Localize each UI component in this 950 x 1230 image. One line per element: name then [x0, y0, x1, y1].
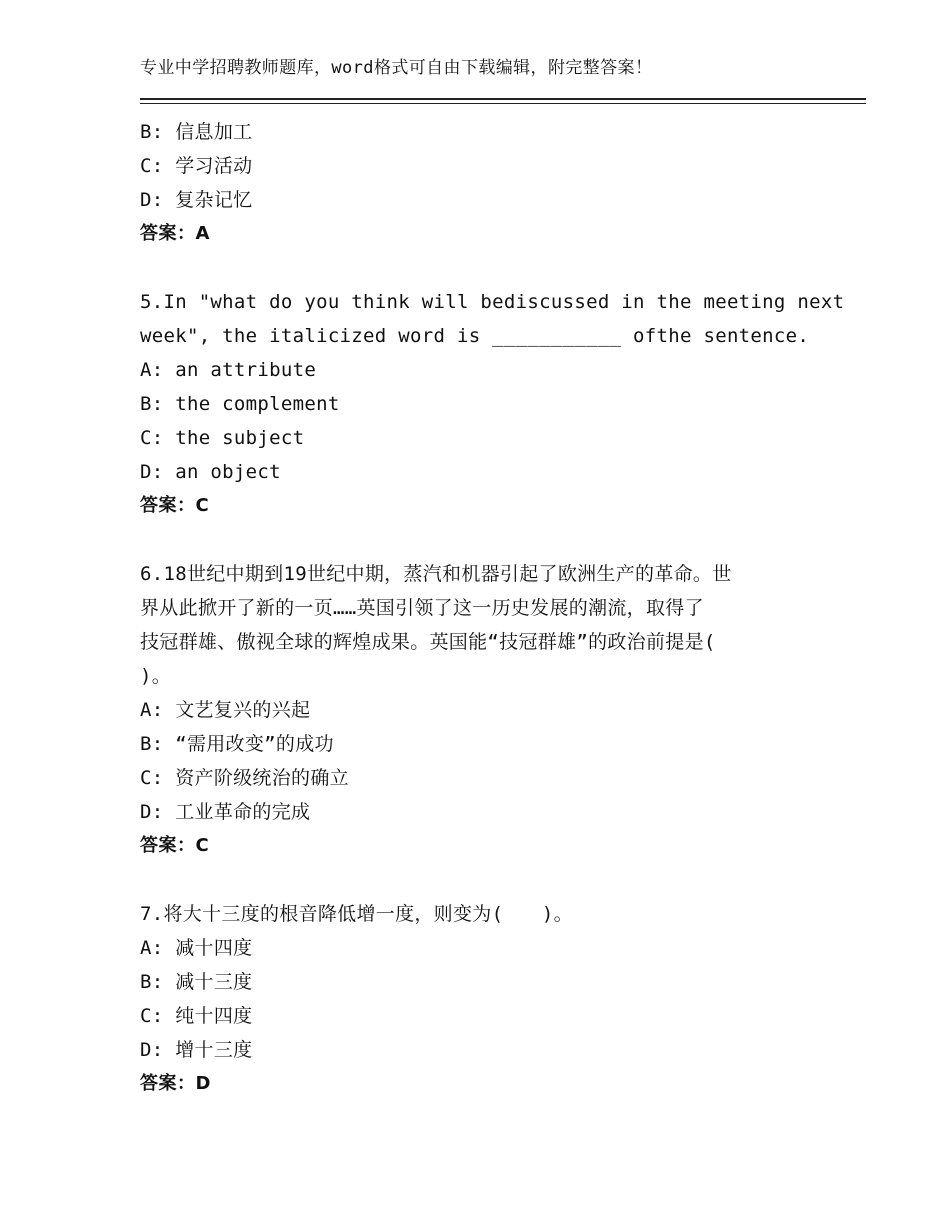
question-stem-line: )。	[140, 665, 172, 687]
question-7	[140, 897, 820, 1101]
answer-label: 答案：C	[140, 835, 210, 856]
header-rule-thick	[140, 98, 866, 100]
option-c: C: 学习活动	[140, 155, 253, 177]
answer-label: 答案：A	[140, 223, 210, 244]
option-d: D: 工业革命的完成	[140, 801, 311, 823]
option-d: D: an object	[140, 461, 281, 483]
question-stem-line: 7.将大十三度的根音降低增一度，则变为( )。	[140, 903, 573, 925]
question-content	[140, 115, 845, 1101]
option-d: D: 复杂记忆	[140, 189, 253, 211]
question-stem-line: week", the italicized word is ___________ ofthe sentence.	[140, 325, 810, 347]
question-stem-line: 界从此掀开了新的一页……英国引领了这一历史发展的潮流，取得了	[140, 597, 704, 619]
option-b: B: “需用改变”的成功	[140, 733, 334, 755]
page-header: 专业中学招聘教师题库，word格式可自由下载编辑，附完整答案！	[140, 58, 653, 78]
question-5	[140, 285, 845, 523]
option-c: C: the subject	[140, 427, 305, 449]
question-stem-line: 5.In "what do you think will bediscussed in the meeting next	[140, 291, 845, 313]
answer-label: 答案：C	[140, 495, 210, 516]
question-gap	[140, 251, 820, 285]
option-a: A: an attribute	[140, 359, 317, 381]
answer-label: 答案：D	[140, 1073, 211, 1094]
option-b: B: the complement	[140, 393, 340, 415]
option-c: C: 资产阶级统治的确立	[140, 767, 349, 789]
question-stem-line: 6.18世纪中期到19世纪中期，蒸汽和机器引起了欧洲生产的革命。世	[140, 563, 732, 585]
prev-question-block	[140, 115, 820, 251]
option-a: A: 文艺复兴的兴起	[140, 699, 311, 721]
option-b: B: 减十三度	[140, 971, 253, 993]
question-stem-line: 技冠群雄、傲视全球的辉煌成果。英国能“技冠群雄”的政治前提是(	[140, 631, 716, 653]
header-rule-thin	[140, 103, 866, 104]
option-a: A: 减十四度	[140, 937, 253, 959]
option-d: D: 增十三度	[140, 1039, 253, 1061]
question-gap	[140, 523, 820, 557]
question-gap	[140, 863, 820, 897]
option-c: C: 纯十四度	[140, 1005, 253, 1027]
option-b: B: 信息加工	[140, 121, 253, 143]
question-6	[140, 557, 820, 863]
